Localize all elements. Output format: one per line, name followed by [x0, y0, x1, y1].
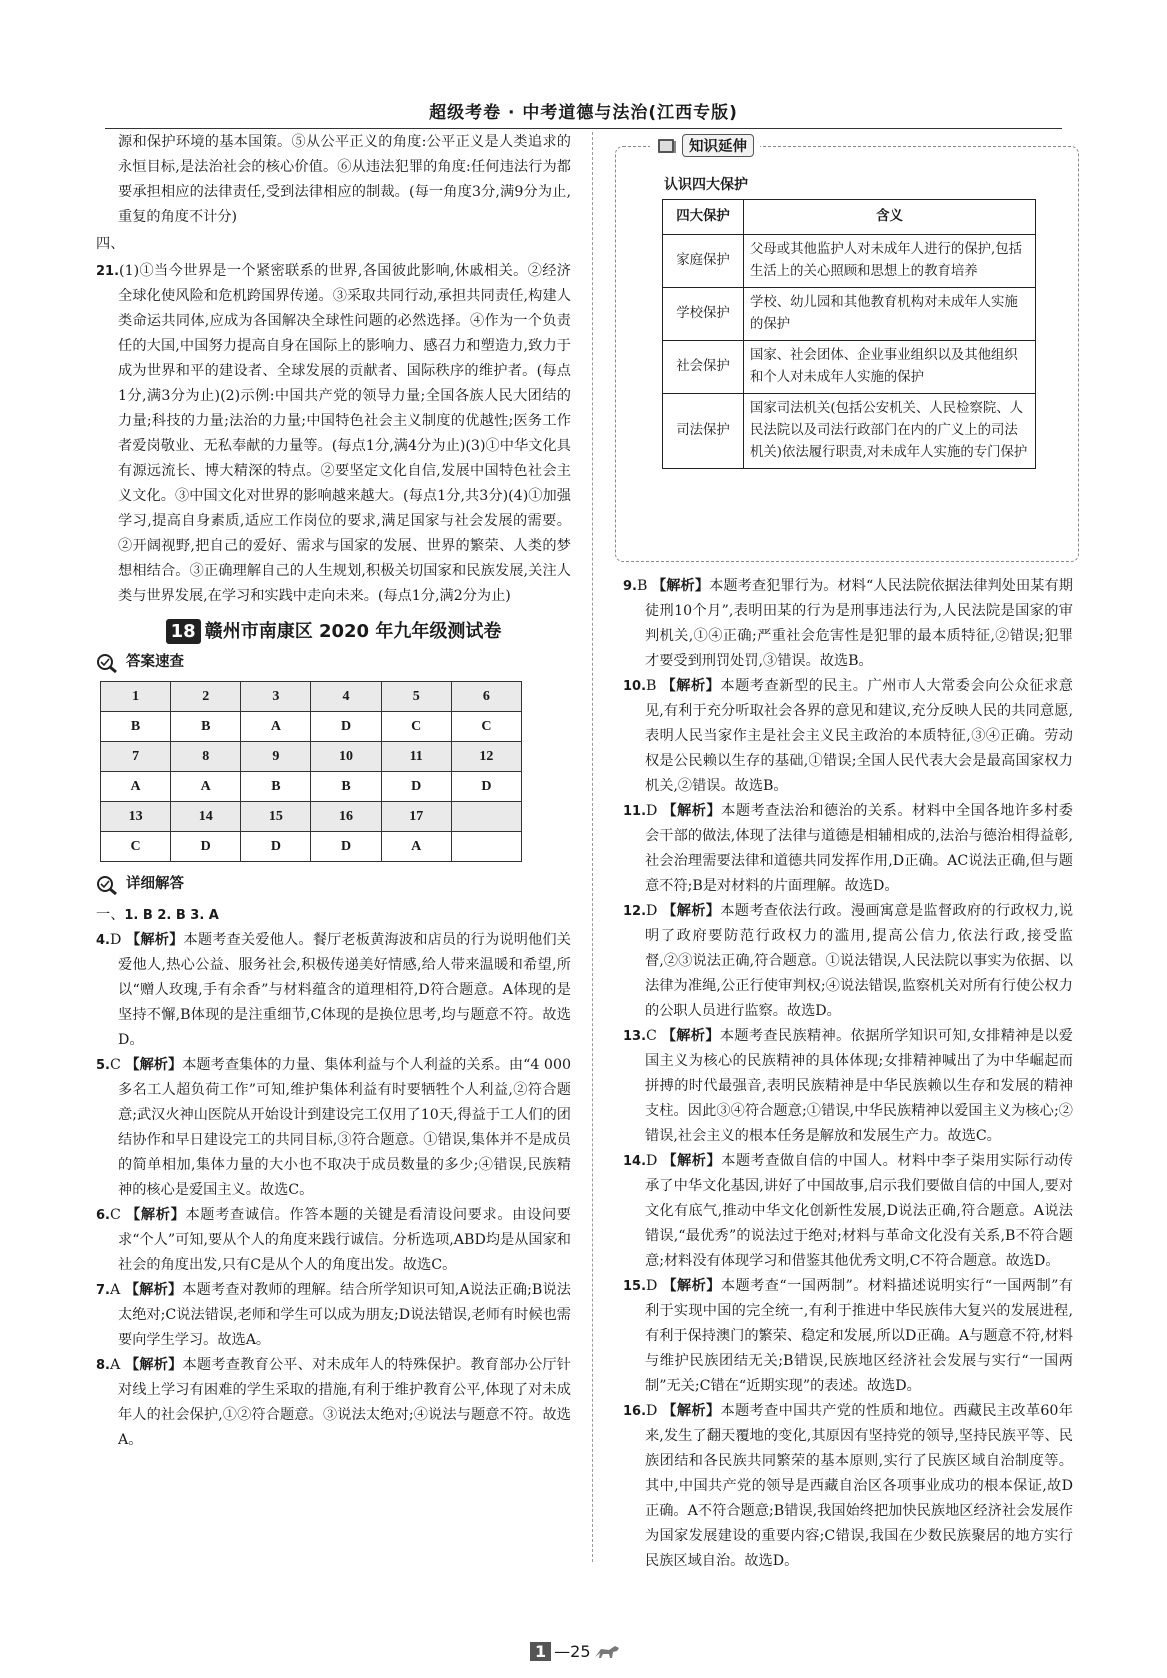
table-row — [101, 772, 522, 802]
answer-number: 4. — [96, 933, 110, 948]
answer-choice: C — [109, 1207, 121, 1223]
answer-number: 14. — [623, 1154, 647, 1169]
table-cell: B — [101, 712, 171, 742]
answer-choice: B — [636, 578, 648, 594]
analysis-keyword: 【解析】 — [125, 1057, 183, 1073]
analysis-keyword: 【解析】 — [124, 1357, 183, 1373]
answer-number: 21. — [96, 264, 120, 279]
table-cell: 15 — [241, 802, 311, 832]
table-cell: 国家司法机关(包括公安机关、人民检察院、人民法院以及司法行政部门在内的广义上的司法机关)依法履行职责,对未成年人实施的专门保护 — [744, 394, 1036, 469]
answer-21 — [96, 259, 571, 609]
table-row — [101, 802, 522, 832]
table-cell: 7 — [101, 742, 171, 772]
table-cell: D — [171, 832, 241, 862]
book-icon — [656, 137, 678, 155]
magnifier-icon — [96, 653, 122, 673]
table-cell: 12 — [451, 742, 521, 772]
knowledge-extension-label: 知识延伸 — [682, 134, 754, 157]
answer-8 — [96, 1353, 571, 1453]
table-cell: 14 — [171, 802, 241, 832]
header-rule — [105, 128, 1062, 129]
answer-choice: D — [646, 803, 658, 819]
table-cell: 学校、幼儿园和其他教育机构对未成年人实施的保护 — [744, 288, 1036, 341]
table-row — [663, 235, 1036, 288]
answer-choice: B — [646, 678, 657, 694]
table-cell: B — [311, 772, 381, 802]
answer-16 — [623, 1399, 1073, 1574]
table-row — [663, 200, 1036, 235]
right-column — [623, 574, 1073, 1574]
answers-1-3: 1. B 2. B 3. A — [124, 908, 219, 923]
extension-subtitle: 认识四大保护 — [664, 177, 748, 193]
answer-6 — [96, 1203, 571, 1278]
table-cell: 8 — [171, 742, 241, 772]
detail-label: 详细解答 — [126, 876, 184, 892]
table-row — [663, 341, 1036, 394]
table-cell: 5 — [381, 682, 451, 712]
section-one-line — [96, 903, 571, 928]
analysis-keyword: 【解析】 — [662, 803, 722, 819]
answer-12 — [623, 899, 1073, 1024]
left-column — [96, 130, 571, 1453]
answer-number: 13. — [623, 1029, 647, 1044]
answer-number: 5. — [96, 1058, 110, 1073]
answer-number: 11. — [623, 804, 647, 819]
table-cell: 16 — [311, 802, 381, 832]
table-cell: 社会保护 — [663, 341, 744, 394]
analysis-keyword: 【解析】 — [126, 1207, 186, 1223]
answer-text: 本题考查关爱他人。餐厅老板黄海波和店员的行为说明他们关爱他人,热心公益、服务社会,积极传递美好情感,给人带来温暖和希望,所以“赠人玫瑰,手有余香”与材料蕴含的道理相符,D符合题意。A体现的是坚持不懈,B体现的是注重细节,C体现的是换位思考,均与题意不符。故选D。 — [118, 932, 571, 1048]
section-one-label: 一、 — [96, 907, 125, 923]
table-cell: 4 — [311, 682, 381, 712]
horse-icon — [591, 1643, 627, 1661]
magnifier-icon — [96, 875, 122, 895]
table-row — [663, 288, 1036, 341]
table-cell: A — [241, 712, 311, 742]
analysis-keyword: 【解析】 — [124, 1282, 183, 1298]
exam-title-text: 赣州市南康区 2020 年九年级测试卷 — [204, 621, 502, 642]
answer-7 — [96, 1278, 571, 1353]
table-cell: 国家、社会团体、企业事业组织以及其他组织和个人对未成年人实施的保护 — [744, 341, 1036, 394]
table-cell: B — [241, 772, 311, 802]
table-cell: 13 — [101, 802, 171, 832]
answer-text: 本题考查诚信。作答本题的关键是看清设问要求。由设问要求“个人”可知,要从个人的角度来践行诚信。分析选项,ABD均是从国家和社会的角度出发,只有C是从个人的角度出发。故选C。 — [118, 1207, 571, 1273]
answer-number: 7. — [96, 1283, 110, 1298]
table-cell: D — [241, 832, 311, 862]
exam-number: 18 — [166, 619, 201, 644]
analysis-keyword: 【解析】 — [652, 578, 710, 594]
answer-text: 本题考查中国共产党的性质和地位。西藏民主改革60年来,发生了翻天覆地的变化,其原因有坚持党的领导,坚持民族平等、民族团结和各民族共同繁荣的基本原则,实行了民族区域自治制度等。其中,中国共产党的领导是西藏自治区各项事业成功的根本保证,故D正确。A不符合题意;B错误,我国始终把加快民族地区经济社会发展作为国家发展建设的重要内容;C错误,我国在少数民族聚居的地方实行民族区域自治。故选D。 — [645, 1403, 1073, 1569]
answer-choice: D — [109, 932, 122, 948]
answer-number: 16. — [623, 1404, 647, 1419]
answer-4 — [96, 928, 571, 1053]
analysis-keyword: 【解析】 — [661, 1028, 720, 1044]
answer-choice: D — [646, 1153, 658, 1169]
table-cell: D — [451, 772, 521, 802]
answer-text: 本题考查做自信的中国人。材料中李子柒用实际行动传承了中华文化基因,讲好了中国故事,启示我们要做自信的中国人,要对文化有底气,推动中华文化创新性发展,D说法正确,符合题意。A说法错误,“最优秀”的说法过于绝对;材料与革命文化没有关系,B不符合题意;材料没有体现学习和借鉴其他优秀文明,C不符合题意。故选D。 — [645, 1153, 1073, 1269]
table-cell: 司法保护 — [663, 394, 744, 469]
analysis-keyword: 【解析】 — [661, 678, 721, 694]
answer-13 — [623, 1024, 1073, 1149]
answer-table — [100, 681, 522, 862]
table-cell: 3 — [241, 682, 311, 712]
continued-answer: 源和保护环境的基本国策。⑤从公平正义的角度:公平正义是人类追求的永恒目标,是法治社会的核心价值。⑥从违法犯罪的角度:任何违法行为都要承担相应的法律责任,受到法律相应的制裁。(每一角度3分,满9分为止,重复的角度不计分) — [118, 134, 571, 225]
answer-choice: D — [646, 1403, 658, 1419]
answer-5 — [96, 1053, 571, 1203]
answer-text: 本题考查犯罪行为。材料“人民法院依据法律判处田某有期徒刑10个月”,表明田某的行为是刑事违法行为,人民法院是国家的审判机关,①④正确;严重社会危害性是犯罪的最本质特征,②错误;犯罪才要受到刑罚处罚,③错误。故选B。 — [645, 578, 1073, 669]
page-header: 超级考卷 · 中考道德与法治(江西专版) — [429, 103, 738, 123]
page-footer — [530, 1642, 627, 1661]
table-cell: D — [311, 832, 381, 862]
analysis-keyword: 【解析】 — [662, 1403, 721, 1419]
answer-choice: A — [109, 1282, 121, 1298]
answer-choice: D — [646, 1278, 658, 1294]
table-cell: 2 — [171, 682, 241, 712]
table-cell: C — [381, 712, 451, 742]
answer-11 — [623, 799, 1073, 899]
table-cell: 父母或其他监护人对未成年人进行的保护,包括生活上的关心照顾和思想上的教育培养 — [744, 235, 1036, 288]
table-row — [101, 682, 522, 712]
table-row — [101, 712, 522, 742]
table-cell: C — [451, 712, 521, 742]
table-header-cell: 含义 — [744, 200, 1036, 235]
answer-choice: D — [646, 903, 658, 919]
answer-text: 本题考查教育公平、对未成年人的特殊保护。教育部办公厅针对线上学习有困难的学生采取的措施,有利于维护教育公平,体现了对未成年人的社会保护,①②符合题意。③说法太绝对;④说法与题意不符。故选A。 — [118, 1357, 571, 1448]
table-header-cell: 四大保护 — [663, 200, 744, 235]
answer-text: (1)①当今世界是一个紧密联系的世界,各国彼此影响,休戚相关。②经济全球化使风险和危机跨国界传递。③采取共同行动,承担共同责任,构建人类命运共同体,应成为各国解决全球性问题的必然选择。④作为一个负责任的大国,中国努力提高自身在国际上的影响力、感召力和塑造力,致力于成为世界和平的建设者、全球发展的贡献者、国际秩序的维护者。(每点1分,满3分为止)(2)示例:中国共产党的领导力量;全国各族人民大团结的力量;科技的力量;法治的力量;中国特色社会主义制度的优越性;医务工作者爱岗敬业、无私奉献的力量等。(每点1分,满4分为止)(3)①中华文化具有源远流长、博大精深的特点。②要坚定文化自信,发展中国特色社会主义文化。③中国文化对世界的影响越来越大。(每点1分,共3分)(4)①加强学习,提高自身素质,适应工作岗位的要求,满足国家与社会发展的需要。②开阔视野,把自己的爱好、需求与国家的发展、世界的繁荣、人类的梦想相结合。③正确理解自己的人生规划,积极关切国家和民族发展,关注人类与世界发展,在学习和实践中走向未来。(每点1分,满2分为止) — [118, 263, 571, 604]
answer-text: 本题考查集体的力量、集体利益与个人利益的关系。由“4 000多名工人超负荷工作”可知,维护集体利益有时要牺牲个人利益,②符合题意;武汉火神山医院从开始设计到建设完工仅用了10天,得益于工人们的团结协作和早日建设完工的共同目标,③符合题意。①错误,集体并不是成员的简单相加,集体力量的大小也不取决于成员数量的多少;④错误,民族精神的核心是爱国主义。故选C。 — [118, 1057, 571, 1198]
answer-14 — [623, 1149, 1073, 1274]
table-cell: 1 — [101, 682, 171, 712]
answer-text: 本题考查对教师的理解。结合所学知识可知,A说法正确;B说法太绝对;C说法错误,老师和学生可以成为朋友;D说法错误,老师有时候也需要向学生学习。故选A。 — [118, 1282, 571, 1348]
answer-9 — [623, 574, 1073, 674]
answer-number: 15. — [623, 1279, 647, 1294]
answer-choice: C — [646, 1028, 657, 1044]
answer-text: 本题考查依法行政。漫画寓意是监督政府的行政权力,说明了政府要防范行政权力的滥用,提高公信力,依法行政,接受监督,②③说法正确,符合题意。①说法错误,人民法院以事实为依据、以法律为准绳,公正行使审判权;④说法错误,监察机关对所有行使公权力的公职人员进行监察。故选D。 — [645, 903, 1074, 1019]
answer-number: 9. — [623, 579, 637, 594]
table-cell: D — [381, 772, 451, 802]
knowledge-extension-tag — [650, 134, 760, 157]
table-cell: 9 — [241, 742, 311, 772]
answer-number: 12. — [623, 904, 647, 919]
table-cell: A — [171, 772, 241, 802]
table-cell: A — [381, 832, 451, 862]
answer-text: 本题考查“一国两制”。材料描述说明实行“一国两制”有利于实现中国的完全统一,有利于推进中华民族伟大复兴的发展进程,有利于保持澳门的繁荣、稳定和发展,所以D正确。A与题意不符,材料与维护民族团结无关;B错误,民族地区经济社会发展与实行“一国两制”无关;C错在“近期实现”的表述。故选D。 — [645, 1278, 1073, 1394]
analysis-keyword: 【解析】 — [662, 903, 721, 919]
answer-15 — [623, 1274, 1073, 1399]
exam-title — [96, 619, 571, 644]
table-row — [663, 394, 1036, 469]
table-cell: 10 — [311, 742, 381, 772]
page-number: —25 — [554, 1642, 591, 1661]
book-number: 1 — [530, 1642, 551, 1661]
analysis-keyword: 【解析】 — [662, 1153, 722, 1169]
answer-10 — [623, 674, 1073, 799]
table-cell: D — [311, 712, 381, 742]
detail-heading — [96, 872, 571, 897]
table-row — [101, 832, 522, 862]
four-protections-table — [662, 199, 1036, 469]
answer-text: 本题考查法治和德治的关系。材料中全国各地许多村委会干部的做法,体现了法律与道德是相辅相成的,法治与德治相得益彰,社会治理需要法律和道德共同发挥作用,D正确。AC说法正确,但与题意不符;B是对材料的片面理解。故选D。 — [645, 803, 1073, 894]
answer-number: 6. — [96, 1208, 110, 1223]
analysis-keyword: 【解析】 — [126, 932, 184, 948]
table-cell: 家庭保护 — [663, 235, 744, 288]
analysis-keyword: 【解析】 — [662, 1278, 721, 1294]
answer-text: 本题考查新型的民主。广州市人大常委会向公众征求意见,有利于充分听取社会各界的意见和建议,充分反映人民的共同意愿,表明人民当家作主是社会主义民主政治的本质特征,③④正确。劳动权是公民赖以生存的基础,①错误;全国人民代表大会是最高国家权力机关,②错误。故选B。 — [645, 678, 1073, 794]
answer-text: 本题考查民族精神。依据所学知识可知,女排精神是以爱国主义为核心的民族精神的具体体现;女排精神喊出了为中华崛起而拼搏的时代最强音,表明民族精神是中华民族赖以生存和发展的精神支柱。因此③④符合题意;①错误,中华民族精神以爱国主义为核心;②错误,社会主义的根本任务是解放和发展生产力。故选C。 — [645, 1028, 1073, 1144]
table-cell: B — [171, 712, 241, 742]
answer-quick-label: 答案速查 — [126, 654, 184, 670]
table-cell: 6 — [451, 682, 521, 712]
section-four-label: 四、 — [96, 236, 125, 252]
table-cell — [451, 832, 521, 862]
answer-choice: C — [109, 1057, 121, 1073]
table-cell: 11 — [381, 742, 451, 772]
answer-quick-heading — [96, 650, 571, 675]
table-cell: A — [101, 772, 171, 802]
answer-number: 10. — [623, 679, 647, 694]
answer-choice: A — [109, 1357, 121, 1373]
column-divider — [592, 132, 593, 1562]
table-cell — [451, 802, 521, 832]
table-row — [101, 742, 522, 772]
table-cell: C — [101, 832, 171, 862]
table-cell: 学校保护 — [663, 288, 744, 341]
answer-number: 8. — [96, 1358, 110, 1373]
table-cell: 17 — [381, 802, 451, 832]
